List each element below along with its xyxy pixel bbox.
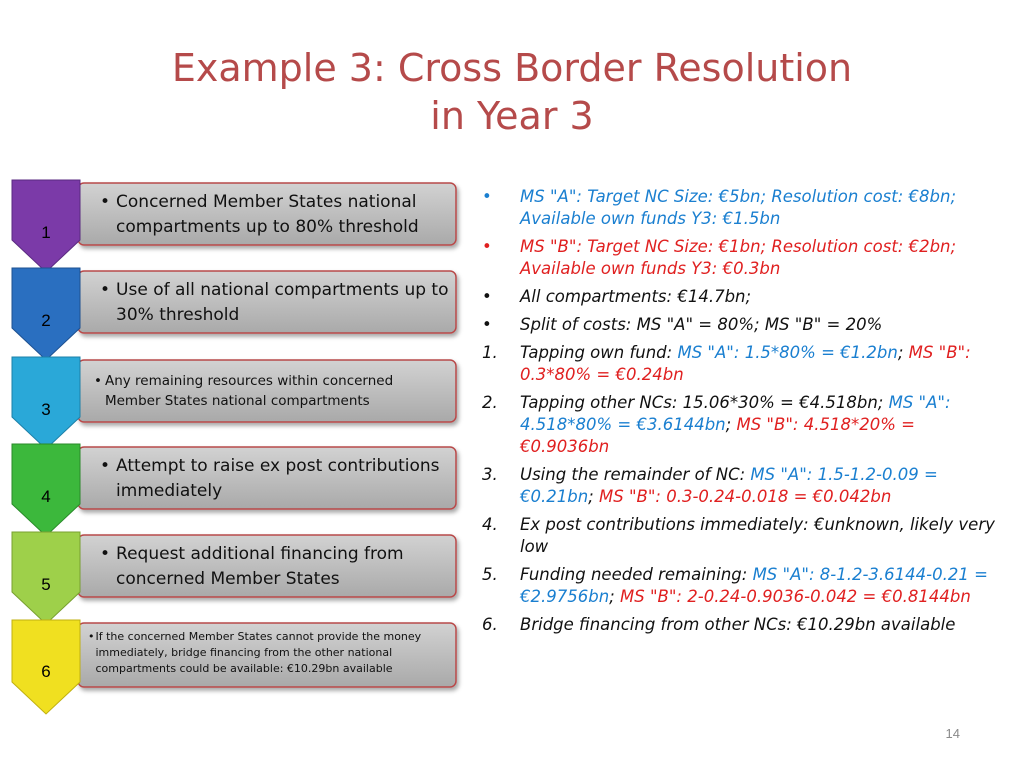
step-5-text: • Request additional financing from concerned Member States [100, 544, 404, 589]
step-6-number: 6 [41, 662, 51, 681]
step-6-text: • If the concerned Member States cannot provide the money immediately, bridge financing from the other national compartments could be available: €10.29bn available [88, 630, 422, 675]
step-1-number: 1 [41, 223, 51, 242]
numbered-item-4: 4. Ex post contributions immediately: €unknown, likely very low [482, 515, 995, 556]
numbered-item-3: 3. Using the remainder of NC: MS "A": 1.5-1.2-0.09 = €0.21bn; MS "B": 0.3-0.24-0.018 = €0.042bn [482, 465, 938, 506]
numbered-item-1: 1. Tapping own fund: MS "A": 1.5*80% = €1.2bn; MS "B": 0.3*80% = €0.24bn [482, 343, 971, 384]
step-2-number: 2 [41, 311, 51, 330]
step-4-number: 4 [41, 487, 51, 506]
step-2-text: • Use of all national compartments up to 30% threshold [100, 280, 449, 325]
slide-title-line1: Example 3: Cross Border Resolution [171, 46, 853, 90]
step-3-number: 3 [41, 400, 51, 419]
numbered-item-6: 6. Bridge financing from other NCs: €10.29bn available [482, 615, 956, 634]
slide-number: 14 [945, 726, 960, 741]
bullet-split-costs: • Split of costs: MS "A" = 80%; MS "B" = 20% [482, 315, 883, 334]
details-list [482, 186, 1002, 642]
bullet-ms-a: • MS "A": Target NC Size: €5bn; Resolution cost: €8bn; Available own funds Y3: €1.5bn [482, 187, 957, 228]
step-4-text: • Attempt to raise ex post contributions immediately [100, 456, 440, 501]
bullet-all-compartments: • All compartments: €14.7bn; [482, 287, 752, 306]
numbered-item-2: 2. Tapping other NCs: 15.06*30% = €4.518bn; MS "A": 4.518*80% = €3.6144bn; MS "B": 4.518*20% = €0.9036bn [482, 393, 951, 456]
slide-title-line2: in Year 3 [430, 94, 594, 138]
step-3-text: • Any remaining resources within concerned Member States national compartments [94, 373, 394, 409]
numbered-item-5: 5. Funding needed remaining: MS "A": 8-1.2-3.6144-0.21 = €2.9756bn; MS "B": 2-0.24-0.9036-0.042 = €0.8144bn [482, 565, 988, 606]
step-1-text: • Concerned Member States national compartments up to 80% threshold [100, 192, 419, 237]
bullet-ms-b: • MS "B": Target NC Size: €1bn; Resolution cost: €2bn; Available own funds Y3: €0.3bn [482, 237, 957, 278]
step-5-number: 5 [41, 575, 51, 594]
